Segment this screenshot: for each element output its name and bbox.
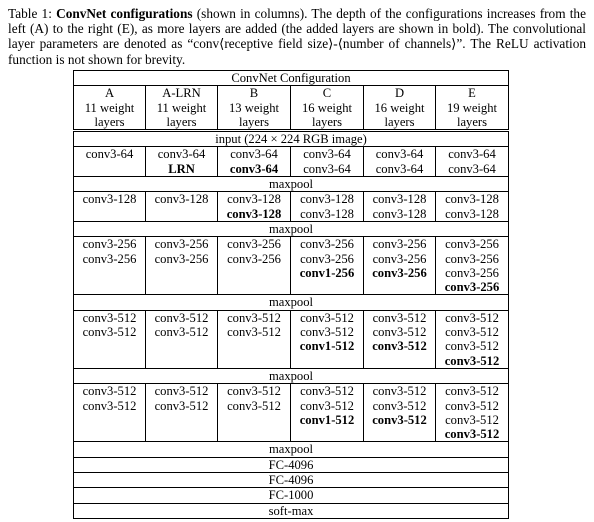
layer-label: conv3-128 xyxy=(300,192,354,207)
maxpool-layer: maxpool xyxy=(74,221,509,236)
layer-label: conv3-512 xyxy=(82,384,137,399)
layer-label: conv3-512 xyxy=(372,310,427,325)
conv-block-4 xyxy=(74,310,509,368)
layer-label: conv3-512 xyxy=(372,384,427,399)
layer-label: conv3-128 xyxy=(300,206,354,221)
column-depth-d xyxy=(364,101,436,131)
layer-label: conv3-128 xyxy=(226,206,282,221)
conv-block-5 xyxy=(74,384,509,442)
conv-cell-c xyxy=(291,237,364,295)
layer-label: conv3-512 xyxy=(445,398,499,413)
layer-label: conv3-128 xyxy=(372,192,427,207)
layer-label: conv3-512 xyxy=(445,412,499,427)
caption-text: (shown in columns). The depth of the configurations increases from the left (A) to the right (E), as more layers are added (the added layers are shown in bold). The convolutional layer parameters are denoted as “conv⟨receptive field size⟩-⟨number of channels⟩”. The ReLU activation function is not shown for brevity. xyxy=(8,6,586,67)
layer-label: conv3-64 xyxy=(85,147,134,162)
conv-cell-b xyxy=(218,147,291,177)
maxpool-layer-row xyxy=(74,368,509,383)
tail-layer-fc-1000-row xyxy=(74,488,509,503)
layer-label: conv3-128 xyxy=(154,192,209,207)
column-name-d: D xyxy=(364,86,436,101)
layer-label: conv3-512 xyxy=(154,398,209,413)
conv-cell-b xyxy=(218,384,291,442)
layer-label: conv3-256 xyxy=(300,237,354,252)
conv-block-2 xyxy=(74,192,509,222)
layer-label: conv3-256 xyxy=(372,265,427,280)
conv-cell-a-lrn xyxy=(146,147,218,177)
layer-label: conv3-256 xyxy=(372,237,427,252)
depth-line: layers xyxy=(166,114,197,129)
layer-label: conv3-256 xyxy=(82,251,137,266)
layer-label: conv3-64 xyxy=(375,161,424,176)
maxpool-layer-row xyxy=(74,177,509,192)
conv-cell-e xyxy=(436,147,509,177)
depth-line: layers xyxy=(311,114,343,129)
layer-label: conv3-512 xyxy=(82,325,137,340)
layer-label: conv3-256 xyxy=(445,237,499,252)
conv-cell-a xyxy=(74,237,146,295)
conv-cell-e xyxy=(436,310,509,368)
conv-cell-a-lrn xyxy=(146,310,218,368)
layer-label: conv3-128 xyxy=(227,192,281,207)
layer-label: conv1-512 xyxy=(299,339,355,354)
conv-block-3 xyxy=(74,237,509,295)
layer-label: conv1-256 xyxy=(299,265,355,280)
layer-label: conv3-64 xyxy=(303,147,351,162)
layer-label: conv3-512 xyxy=(82,398,137,413)
depth-line: 16 weight xyxy=(374,100,425,115)
layer-label: conv3-512 xyxy=(372,325,427,340)
layer-label: conv3-128 xyxy=(445,206,499,221)
tail-layer-fc-4096-row xyxy=(74,457,509,472)
layer-label: conv3-128 xyxy=(445,192,499,207)
layer-label: conv3-512 xyxy=(300,325,354,340)
layer-label: conv3-256 xyxy=(445,251,499,266)
input-layer-row xyxy=(74,131,509,147)
tail-layer-soft-max-row xyxy=(74,503,509,518)
layer-label: conv3-512 xyxy=(372,398,427,413)
caption-title: ConvNet configurations xyxy=(56,6,193,21)
conv-cell-a-lrn xyxy=(146,192,218,222)
conv-cell-b xyxy=(218,192,291,222)
column-names-row xyxy=(74,86,509,101)
layer-label: conv3-512 xyxy=(445,384,499,399)
layer-label: conv1-512 xyxy=(299,412,355,427)
caption-prefix: Table 1: xyxy=(8,6,57,21)
layer-label: conv3-128 xyxy=(372,206,427,221)
depth-line: 11 weight xyxy=(84,100,135,115)
conv-cell-c xyxy=(291,147,364,177)
maxpool-layer: maxpool xyxy=(74,177,509,192)
conv-cell-e xyxy=(436,237,509,295)
depth-line: 13 weight xyxy=(228,100,280,115)
input-layer: input (224 × 224 RGB image) xyxy=(74,131,509,147)
layer-label: conv3-512 xyxy=(227,310,281,325)
layer-label: conv3-512 xyxy=(154,384,209,399)
layer-label: conv3-512 xyxy=(372,339,427,354)
layer-label: conv3-256 xyxy=(227,237,281,252)
column-name-e: E xyxy=(436,86,509,101)
layer-label: conv3-64 xyxy=(448,147,496,162)
layer-label: conv3-128 xyxy=(82,192,137,207)
conv-cell-e xyxy=(436,384,509,442)
depth-line: 19 weight xyxy=(446,100,498,115)
depth-line: layers xyxy=(238,114,270,129)
conv-cell-b xyxy=(218,237,291,295)
layer-label: conv3-64 xyxy=(375,147,424,162)
layer-label: conv3-512 xyxy=(444,353,500,368)
column-name-a: A xyxy=(74,86,146,101)
table-caption xyxy=(8,6,586,67)
conv-cell-d xyxy=(364,147,436,177)
layer-label: conv3-256 xyxy=(300,251,354,266)
column-depth-c xyxy=(291,101,364,131)
conv-cell-c xyxy=(291,384,364,442)
depth-line: 11 weight xyxy=(156,100,207,115)
layer-label: conv3-512 xyxy=(82,310,137,325)
layer-label: conv3-512 xyxy=(154,325,209,340)
tail-layer-soft-max: soft-max xyxy=(74,503,509,518)
depth-line: layers xyxy=(94,114,125,129)
conv-cell-a xyxy=(74,310,146,368)
layer-label: conv3-64 xyxy=(303,161,351,176)
depth-line: layers xyxy=(384,114,415,129)
column-depth-b xyxy=(218,101,291,131)
layer-label: conv3-512 xyxy=(300,398,354,413)
table-header-row xyxy=(74,71,509,86)
layer-label: conv3-512 xyxy=(227,398,281,413)
layer-label: conv3-256 xyxy=(154,251,209,266)
layer-label: conv3-64 xyxy=(157,147,206,162)
maxpool-layer-row xyxy=(74,221,509,236)
layer-label: conv3-256 xyxy=(444,280,500,295)
conv-cell-a xyxy=(74,147,146,177)
layer-label: conv3-256 xyxy=(154,237,209,252)
maxpool-layer: maxpool xyxy=(74,442,509,457)
layer-label: conv3-256 xyxy=(372,251,427,266)
maxpool-layer: maxpool xyxy=(74,368,509,383)
column-name-c: C xyxy=(291,86,364,101)
column-depth-a-lrn xyxy=(146,101,218,131)
table-header: ConvNet Configuration xyxy=(74,71,509,86)
tail-layer-fc-1000: FC-1000 xyxy=(74,488,509,503)
conv-cell-c xyxy=(291,310,364,368)
layer-label: conv3-512 xyxy=(300,310,354,325)
conv-cell-a-lrn xyxy=(146,384,218,442)
layer-label: conv3-64 xyxy=(448,161,496,176)
layer-label: conv3-64 xyxy=(230,147,278,162)
layer-label: conv3-256 xyxy=(82,237,137,252)
layer-label: conv3-512 xyxy=(300,384,354,399)
conv-cell-a xyxy=(74,384,146,442)
conv-cell-d xyxy=(364,192,436,222)
maxpool-layer-row xyxy=(74,442,509,457)
layer-label: conv3-512 xyxy=(444,427,500,442)
tail-layer-fc-4096: FC-4096 xyxy=(74,473,509,488)
conv-cell-c xyxy=(291,192,364,222)
column-depth-e xyxy=(436,101,509,131)
layer-label: conv3-512 xyxy=(372,412,427,427)
layer-label: conv3-512 xyxy=(445,325,499,340)
conv-cell-e xyxy=(436,192,509,222)
tail-layer-fc-4096-row xyxy=(74,473,509,488)
maxpool-layer: maxpool xyxy=(74,295,509,310)
conv-cell-a-lrn xyxy=(146,237,218,295)
layer-label: conv3-256 xyxy=(445,265,499,280)
layer-label: LRN xyxy=(168,161,195,176)
tail-layer-fc-4096: FC-4096 xyxy=(74,457,509,472)
conv-cell-b xyxy=(218,310,291,368)
conv-cell-a xyxy=(74,192,146,222)
column-name-a-lrn: A-LRN xyxy=(146,86,218,101)
depth-line: layers xyxy=(456,114,488,129)
layer-label: conv3-256 xyxy=(227,251,281,266)
depth-line: 16 weight xyxy=(301,100,353,115)
layer-label: conv3-512 xyxy=(227,384,281,399)
conv-cell-d xyxy=(364,384,436,442)
column-depth-row xyxy=(74,101,509,131)
conv-cell-d xyxy=(364,310,436,368)
layer-label: conv3-512 xyxy=(154,310,209,325)
layer-label: conv3-64 xyxy=(229,161,279,176)
maxpool-layer-row xyxy=(74,295,509,310)
layer-label: conv3-512 xyxy=(227,325,281,340)
layer-label: conv3-512 xyxy=(445,339,499,354)
layer-label: conv3-512 xyxy=(445,310,499,325)
column-depth-a xyxy=(74,101,146,131)
conv-cell-d xyxy=(364,237,436,295)
convnet-configuration-table xyxy=(73,70,509,519)
conv-block-1 xyxy=(74,147,509,177)
column-name-b: B xyxy=(218,86,291,101)
